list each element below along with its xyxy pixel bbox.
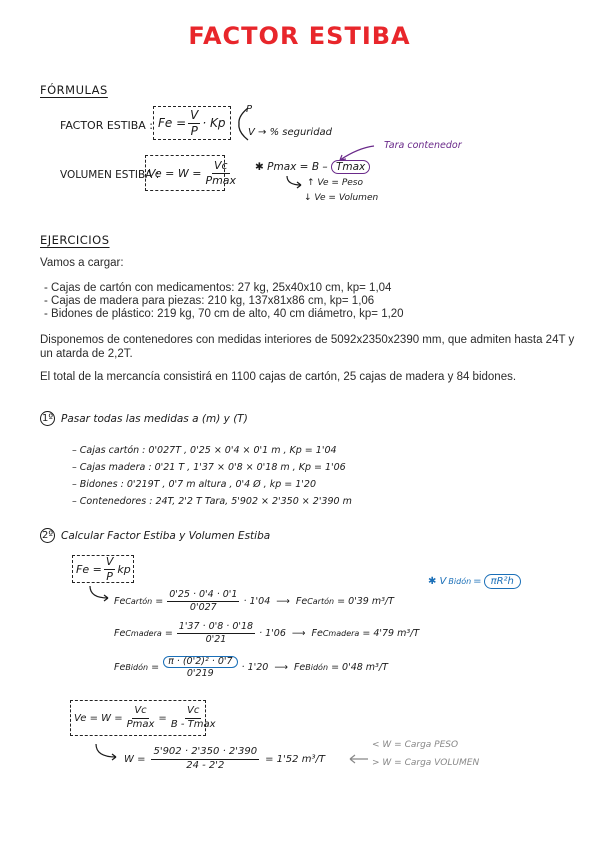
w-result: = 1'52 m³/T <box>265 753 325 765</box>
step1-line-2: – Cajas madera : 0'21 T , 1'37 × 0'8 × 0'18 m , Kp = 1'06 <box>72 462 346 473</box>
fe2-denominator: P <box>106 569 113 583</box>
ve-formula <box>148 157 240 189</box>
row2-num: 1'37 · 0'8 · 0'18 <box>178 620 254 632</box>
exercises-total: El total de la mercancía consistirá en 1100 cajas de cartón, 25 cajas de madera y 84 bidones. <box>40 371 517 383</box>
fe-denominator: P <box>190 123 198 138</box>
hook-arrow-icon <box>88 586 112 604</box>
step1-line-1: – Cajas cartón : 0'027T , 0'25 × 0'4 × 0'1 m , Kp = 1'04 <box>72 445 337 456</box>
fe-numerator: V <box>190 107 199 122</box>
curved-arrow-icon <box>285 176 305 192</box>
fe2-lhs: Fe = <box>76 562 102 576</box>
ve2-den2: B - Tmax <box>170 718 216 730</box>
step1-number: 1º <box>41 413 54 424</box>
row1-sub: Cartón <box>125 596 153 606</box>
row1-result: = 0'39 m³/T <box>337 595 394 607</box>
row2-rsub: Cmadera <box>322 628 360 638</box>
exercise-item-3: - Bidones de plástico: 219 kg, 70 cm de alto, 40 cm diámetro, kp= 1,20 <box>44 308 404 320</box>
exercises-containers: Disponemos de contenedores con medidas interiores de 5092x2350x2390 mm, que admiten hasta 24T y un atarda de 2,2T. <box>40 334 575 360</box>
row2-kp: · 1'06 <box>259 627 286 639</box>
fe-formula <box>158 108 226 138</box>
row3-kp: · 1'20 <box>241 661 269 673</box>
page-title: FACTOR ESTIBA <box>188 22 411 50</box>
w-lhs: W = <box>124 753 146 765</box>
tmax-circled: Tmax <box>331 160 370 174</box>
step1-heading <box>40 411 248 426</box>
ve2-fraction-2 <box>169 706 218 730</box>
step1-line-4: – Contenedores : 24T, 2'2 T Tara, 5'902 × 2'350 × 2'390 m <box>72 496 352 507</box>
fe2-numerator: V <box>105 554 114 568</box>
ve2-fraction-1 <box>125 706 157 730</box>
row2-den: 0'21 <box>205 633 227 645</box>
ve2-den1: Pmax <box>126 718 155 730</box>
step2-heading <box>40 528 270 543</box>
fe2-fraction <box>104 556 116 582</box>
formulas-heading: FÓRMULAS <box>40 83 108 97</box>
w-note-1: < W = Carga PESO <box>372 740 459 750</box>
vbidon-eq: = <box>473 576 482 587</box>
row3-den: 0'219 <box>186 667 214 679</box>
fe-lhs: Fe = <box>158 116 187 130</box>
step2-number: 2º <box>41 530 54 541</box>
fe-formula-step2 <box>76 556 131 582</box>
ve-lhs: Ve = W = <box>148 166 202 180</box>
ve2-lhs: Ve = W = <box>74 712 123 724</box>
row1-rsub: Cartón <box>307 596 335 606</box>
w-fraction <box>151 747 259 771</box>
factor-estiba-label: FACTOR ESTIBA : <box>60 119 154 132</box>
fe2-kp: kp <box>117 562 131 576</box>
exercises-heading: EJERCICIOS <box>40 233 110 247</box>
arrow-line-2: ↓ Ve = Volumen <box>304 193 379 203</box>
row1-fraction <box>167 590 239 613</box>
row3-result: = 0'48 m³/T <box>331 661 388 673</box>
row2-sub: Cmadera <box>125 628 162 638</box>
left-arrow-icon <box>346 752 370 766</box>
row2-fe: Fe <box>114 627 126 639</box>
calc-row-bidon: Fe Bidón = $\frac{\text{π · (0'2)² · 0'7}}{0'219}$ · 1'20 ⟶ Fe Bidón = 0'48 m³/T <box>114 655 388 679</box>
tara-note: Tara contenedor <box>384 140 462 151</box>
row1-kp: · 1'04 <box>243 595 271 607</box>
row1-den: 0'027 <box>189 601 217 613</box>
pmax-lhs: ✱ Pmax = B – <box>255 161 328 173</box>
vbidon-note <box>428 574 521 589</box>
row3-fraction <box>163 656 237 679</box>
brace-v: V → % seguridad <box>248 127 333 138</box>
calc-row-carton: Fe Cartón = $\frac{0'25 \cdot 0'4 \cdot 0'1}{0'027}$ · 1'04 ⟶ Fe Cartón = 0'39 m³/T <box>114 588 394 613</box>
vbidon-sub: Bidón <box>448 577 472 586</box>
row1-rfe: Fe <box>295 595 308 607</box>
row2-fraction <box>177 622 255 645</box>
row3-sub: Bidón <box>125 662 149 672</box>
row3-fe: Fe <box>114 661 126 673</box>
brace-p: P <box>246 104 253 115</box>
ve2-num2: Vc <box>185 706 201 719</box>
ve2-num1: Vc <box>132 706 148 719</box>
vbidon-lhs: ✱ V <box>428 576 447 587</box>
fe-fraction <box>188 109 200 137</box>
ve2-eq: = <box>158 712 167 724</box>
step1-title: Pasar todas las medidas a (m) y (T) <box>61 412 248 425</box>
exercise-item-2: - Cajas de madera para piezas: 210 kg, 137x81x86 cm, kp= 1,06 <box>44 295 375 307</box>
calc-row-madera: Fe Cmadera = $\frac{1'37 \cdot 0'8 \cdot 0'18}{0'21}$ · 1'06 ⟶ Fe Cmadera = 4'79 m³/T <box>114 620 420 645</box>
w-note-2: > W = Carga VOLUMEN <box>372 758 480 768</box>
exercise-item-1: - Cajas de cartón con medicamentos: 27 kg, 25x40x10 cm, kp= 1,04 <box>44 282 392 294</box>
row3-num: π · (0'2)² · 0'7 <box>163 656 237 668</box>
ve-fraction <box>203 160 238 186</box>
row3-rsub: Bidón <box>305 662 329 672</box>
ve-formula-step2 <box>74 702 220 734</box>
fe-kp: · Kp <box>202 116 226 130</box>
row2-rfe: Fe <box>311 627 323 639</box>
ve-denominator: Pmax <box>205 173 237 187</box>
step1-line-3: – Bidones : 0'219T , 0'7 m altura , 0'4 Ø , kp = 1'20 <box>72 479 316 490</box>
exercises-intro: Vamos a cargar: <box>40 257 124 269</box>
w-den: 24 - 2'2 <box>186 759 225 771</box>
row2-result: = 4'79 m³/T <box>362 627 420 639</box>
w-num: 5'902 · 2'350 · 2'390 <box>151 747 259 760</box>
tara-arrow-icon <box>318 142 378 164</box>
volumen-estiba-label: VOLUMEN ESTIBA : <box>60 169 160 181</box>
row1-num: 0'25 · 0'4 · 0'1 <box>169 588 238 600</box>
vbidon-formula: πR²h <box>484 574 521 589</box>
row1-fe: Fe <box>114 595 126 607</box>
step2-title: Calcular Factor Estiba y Volumen Estiba <box>61 529 271 542</box>
w-calculation <box>124 744 325 774</box>
hook-arrow-icon-2 <box>94 744 120 764</box>
row3-rfe: Fe <box>293 661 306 673</box>
arrow-line-1: ↑ Ve = Peso <box>307 178 363 188</box>
ve-numerator: Vc <box>213 158 228 172</box>
